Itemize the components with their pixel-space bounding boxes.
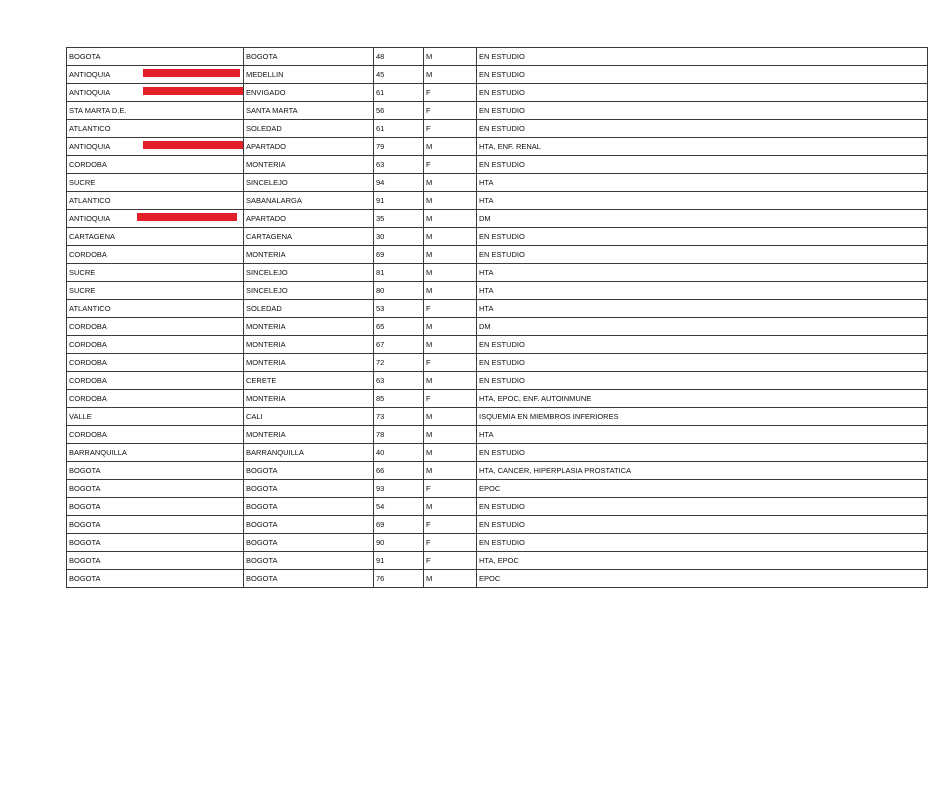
cell-department: BOGOTA [67, 48, 244, 66]
cell-sex: M [424, 336, 477, 354]
cell-city: BARRANQUILLA [244, 444, 374, 462]
cell-age: 63 [374, 156, 424, 174]
cell-diagnosis: EN ESTUDIO [477, 336, 928, 354]
cell-age: 48 [374, 48, 424, 66]
cell-department: SUCRE [67, 174, 244, 192]
cell-age: 67 [374, 336, 424, 354]
cell-department: CORDOBA [67, 354, 244, 372]
table-row [67, 570, 928, 588]
cell-department: CORDOBA [67, 390, 244, 408]
cell-department: STA MARTA D.E. [67, 102, 244, 120]
cell-department: BOGOTA [67, 462, 244, 480]
cell-department: ANTIOQUIA [67, 138, 244, 156]
cell-city: BOGOTA [244, 498, 374, 516]
cell-age: 76 [374, 570, 424, 588]
cell-department: VALLE [67, 408, 244, 426]
cell-city: SANTA MARTA [244, 102, 374, 120]
cell-diagnosis: EN ESTUDIO [477, 84, 928, 102]
table-row [67, 390, 928, 408]
cell-diagnosis: DM [477, 318, 928, 336]
cell-department: BOGOTA [67, 516, 244, 534]
cell-age: 63 [374, 372, 424, 390]
cell-sex: M [424, 282, 477, 300]
cell-department: BOGOTA [67, 534, 244, 552]
cell-age: 53 [374, 300, 424, 318]
cell-department: ANTIOQUIA [67, 66, 244, 84]
cell-sex: F [424, 102, 477, 120]
cell-age: 93 [374, 480, 424, 498]
cell-diagnosis: HTA [477, 282, 928, 300]
cell-city: BOGOTA [244, 534, 374, 552]
cell-diagnosis: HTA [477, 264, 928, 282]
patient-table [66, 47, 928, 588]
table-row [67, 516, 928, 534]
cell-city: APARTADO [244, 138, 374, 156]
table-row [67, 138, 928, 156]
cell-diagnosis: HTA [477, 174, 928, 192]
cell-diagnosis: EN ESTUDIO [477, 120, 928, 138]
cell-department: ANTIOQUIA [67, 210, 244, 228]
cell-city: MONTERIA [244, 318, 374, 336]
cell-sex: M [424, 498, 477, 516]
cell-city: MONTERIA [244, 354, 374, 372]
cell-age: 54 [374, 498, 424, 516]
cell-diagnosis: EN ESTUDIO [477, 66, 928, 84]
cell-sex: M [424, 246, 477, 264]
table-row [67, 318, 928, 336]
table-row [67, 498, 928, 516]
cell-sex: M [424, 210, 477, 228]
cell-department: SUCRE [67, 282, 244, 300]
cell-city: CERETE [244, 372, 374, 390]
cell-department: CORDOBA [67, 372, 244, 390]
cell-diagnosis: HTA [477, 192, 928, 210]
cell-city: SOLEDAD [244, 300, 374, 318]
cell-age: 91 [374, 552, 424, 570]
cell-diagnosis: HTA [477, 426, 928, 444]
cell-department: CORDOBA [67, 426, 244, 444]
cell-sex: M [424, 264, 477, 282]
cell-age: 61 [374, 120, 424, 138]
table-row [67, 156, 928, 174]
cell-department: ATLANTICO [67, 120, 244, 138]
cell-city: BOGOTA [244, 462, 374, 480]
table-row [67, 228, 928, 246]
cell-diagnosis: EN ESTUDIO [477, 48, 928, 66]
cell-city: SABANALARGA [244, 192, 374, 210]
cell-department: ATLANTICO [67, 300, 244, 318]
cell-sex: F [424, 120, 477, 138]
cell-city: APARTADO [244, 210, 374, 228]
cell-city: MONTERIA [244, 426, 374, 444]
cell-department: CORDOBA [67, 156, 244, 174]
cell-sex: M [424, 462, 477, 480]
cell-age: 66 [374, 462, 424, 480]
table-row [67, 84, 928, 102]
cell-diagnosis: EN ESTUDIO [477, 246, 928, 264]
cell-sex: F [424, 390, 477, 408]
table-row [67, 372, 928, 390]
cell-age: 91 [374, 192, 424, 210]
cell-diagnosis: HTA, ENF. RENAL [477, 138, 928, 156]
cell-sex: M [424, 318, 477, 336]
cell-city: SINCELEJO [244, 264, 374, 282]
table-row [67, 174, 928, 192]
cell-diagnosis: EN ESTUDIO [477, 102, 928, 120]
cell-sex: F [424, 84, 477, 102]
cell-age: 56 [374, 102, 424, 120]
cell-age: 61 [374, 84, 424, 102]
cell-sex: M [424, 408, 477, 426]
cell-city: BOGOTA [244, 570, 374, 588]
table-row [67, 426, 928, 444]
cell-sex: F [424, 156, 477, 174]
cell-diagnosis: EN ESTUDIO [477, 516, 928, 534]
cell-diagnosis: EN ESTUDIO [477, 444, 928, 462]
cell-city: SINCELEJO [244, 282, 374, 300]
redaction-bar [137, 213, 237, 221]
table-row [67, 480, 928, 498]
cell-age: 69 [374, 246, 424, 264]
cell-department: CORDOBA [67, 336, 244, 354]
cell-city: MONTERIA [244, 246, 374, 264]
cell-sex: M [424, 426, 477, 444]
cell-city: BOGOTA [244, 480, 374, 498]
cell-city: ENVIGADO [244, 84, 374, 102]
table-row [67, 444, 928, 462]
table-row [67, 264, 928, 282]
cell-department: BOGOTA [67, 570, 244, 588]
table-row [67, 48, 928, 66]
cell-age: 79 [374, 138, 424, 156]
cell-age: 81 [374, 264, 424, 282]
table-row [67, 102, 928, 120]
table-row [67, 552, 928, 570]
cell-diagnosis: DM [477, 210, 928, 228]
cell-age: 85 [374, 390, 424, 408]
cell-diagnosis: EN ESTUDIO [477, 354, 928, 372]
cell-diagnosis: HTA [477, 300, 928, 318]
table-body [67, 48, 928, 588]
cell-diagnosis: EN ESTUDIO [477, 228, 928, 246]
table-row [67, 534, 928, 552]
cell-sex: M [424, 66, 477, 84]
table-row [67, 192, 928, 210]
table-row [67, 210, 928, 228]
cell-department: BOGOTA [67, 480, 244, 498]
cell-sex: M [424, 570, 477, 588]
cell-sex: F [424, 516, 477, 534]
table-row [67, 246, 928, 264]
cell-diagnosis: EN ESTUDIO [477, 498, 928, 516]
cell-sex: M [424, 444, 477, 462]
table-row [67, 408, 928, 426]
cell-department: ATLANTICO [67, 192, 244, 210]
cell-city: CARTAGENA [244, 228, 374, 246]
cell-age: 69 [374, 516, 424, 534]
table-row [67, 462, 928, 480]
cell-diagnosis: EPOC [477, 570, 928, 588]
cell-age: 30 [374, 228, 424, 246]
cell-department: CORDOBA [67, 246, 244, 264]
cell-age: 90 [374, 534, 424, 552]
cell-city: BOGOTA [244, 552, 374, 570]
cell-department: ANTIOQUIA [67, 84, 244, 102]
cell-age: 45 [374, 66, 424, 84]
redaction-bar [143, 69, 240, 77]
cell-sex: F [424, 552, 477, 570]
cell-department: CARTAGENA [67, 228, 244, 246]
table-row [67, 336, 928, 354]
cell-department: CORDOBA [67, 318, 244, 336]
cell-sex: M [424, 228, 477, 246]
cell-sex: F [424, 534, 477, 552]
cell-age: 80 [374, 282, 424, 300]
redaction-bar [143, 141, 244, 149]
cell-sex: M [424, 48, 477, 66]
cell-age: 73 [374, 408, 424, 426]
cell-diagnosis: ISQUEMIA EN MIEMBROS INFERIORES [477, 408, 928, 426]
cell-sex: M [424, 192, 477, 210]
cell-sex: M [424, 372, 477, 390]
cell-city: BOGOTA [244, 516, 374, 534]
cell-sex: F [424, 300, 477, 318]
cell-city: SINCELEJO [244, 174, 374, 192]
cell-city: MONTERIA [244, 336, 374, 354]
cell-age: 94 [374, 174, 424, 192]
cell-diagnosis: HTA, CANCER, HIPERPLASIA PROSTATICA [477, 462, 928, 480]
table-row [67, 354, 928, 372]
cell-sex: M [424, 174, 477, 192]
cell-age: 78 [374, 426, 424, 444]
cell-city: MEDELLIN [244, 66, 374, 84]
cell-city: BOGOTA [244, 48, 374, 66]
table-row [67, 120, 928, 138]
cell-diagnosis: EN ESTUDIO [477, 534, 928, 552]
table-row [67, 66, 928, 84]
cell-city: MONTERIA [244, 156, 374, 174]
cell-diagnosis: EN ESTUDIO [477, 372, 928, 390]
cell-age: 65 [374, 318, 424, 336]
cell-city: SOLEDAD [244, 120, 374, 138]
cell-sex: M [424, 138, 477, 156]
cell-department: BOGOTA [67, 552, 244, 570]
cell-sex: F [424, 480, 477, 498]
cell-diagnosis: HTA, EPOC [477, 552, 928, 570]
cell-city: CALI [244, 408, 374, 426]
cell-diagnosis: EPOC [477, 480, 928, 498]
redaction-bar [143, 87, 243, 95]
cell-department: BARRANQUILLA [67, 444, 244, 462]
table-row [67, 300, 928, 318]
cell-age: 40 [374, 444, 424, 462]
table-row [67, 282, 928, 300]
cell-diagnosis: EN ESTUDIO [477, 156, 928, 174]
cell-age: 72 [374, 354, 424, 372]
cell-diagnosis: HTA, EPOC, ENF. AUTOINMUNE [477, 390, 928, 408]
cell-department: SUCRE [67, 264, 244, 282]
cell-department: BOGOTA [67, 498, 244, 516]
cell-age: 35 [374, 210, 424, 228]
cell-city: MONTERIA [244, 390, 374, 408]
cell-sex: F [424, 354, 477, 372]
